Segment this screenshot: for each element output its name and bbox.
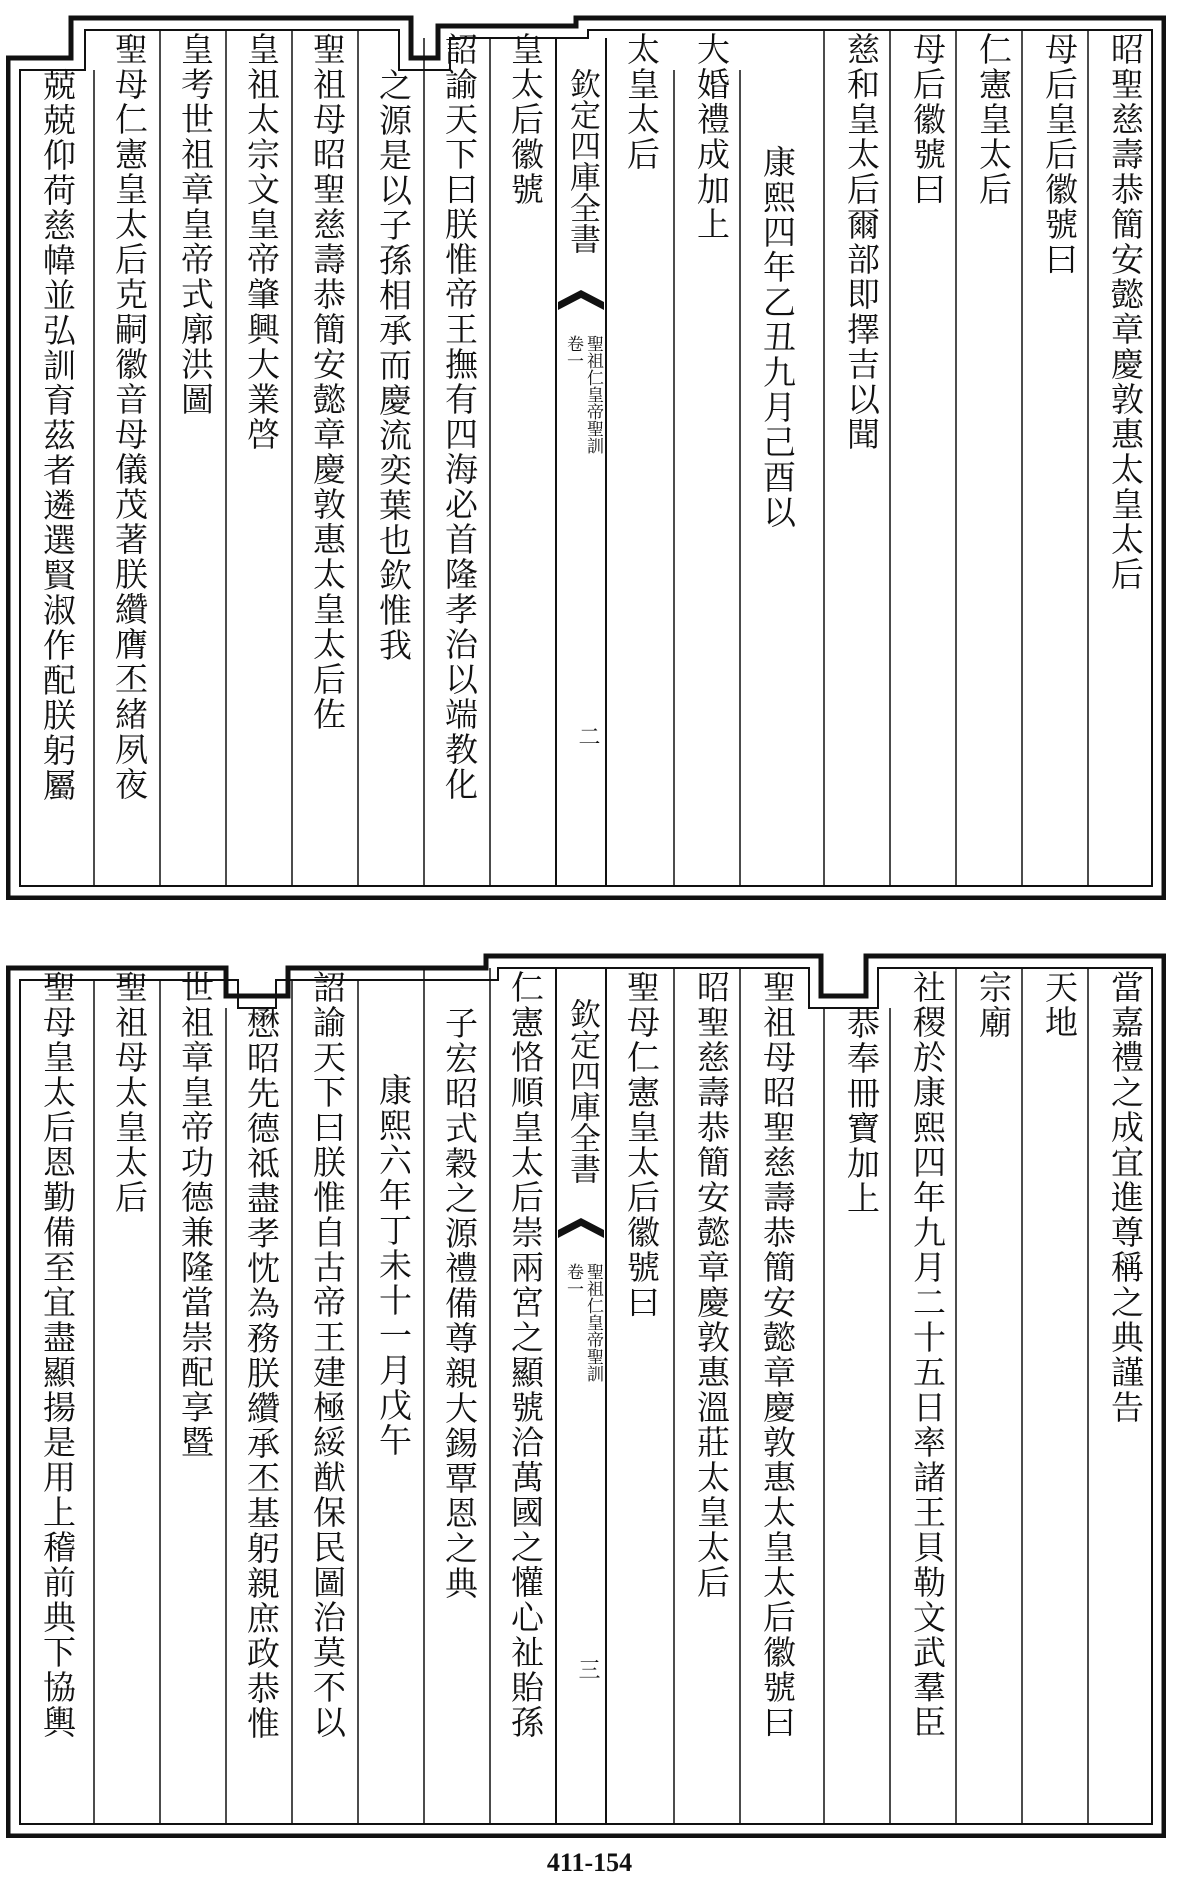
text-column: 聖祖母昭聖慈壽恭簡安懿章慶敦惠太皇太后徽號曰 bbox=[758, 970, 797, 1740]
text-column: 詔諭天下曰朕惟自古帝王建極綏猷保民圖治莫不以 bbox=[308, 970, 347, 1740]
text-column: 仁憲恪順皇太后崇兩宮之顯號洽萬國之懽心祉貽孫 bbox=[506, 970, 545, 1740]
text-column: 天地 bbox=[1040, 970, 1079, 1040]
text-column: 皇太后徽號 bbox=[506, 32, 545, 207]
text-column: 聖母皇太后恩勤備至宜盡顯揚是用上稽前典下協輿 bbox=[38, 970, 77, 1740]
page-bottom bbox=[6, 948, 1166, 1838]
text-column: 懋昭先德祗盡孝忱為務朕纘承丕基躬親庶政恭惟 bbox=[242, 1006, 281, 1741]
text-column: 聖母仁憲皇太后徽號曰 bbox=[622, 970, 661, 1320]
volume-label: 卷一 bbox=[563, 335, 583, 369]
text-column: 昭聖慈壽恭簡安懿章慶敦惠溫莊太皇太后 bbox=[692, 970, 731, 1600]
text-column: 聖祖母太皇太后 bbox=[110, 970, 149, 1215]
text-column: 宗廟 bbox=[974, 970, 1013, 1040]
book-subtitle: 聖祖仁皇帝聖訓 bbox=[583, 1263, 603, 1382]
text-column: 太皇太后 bbox=[622, 32, 661, 172]
text-column: 母后徽號曰 bbox=[908, 32, 947, 207]
volume-label: 卷一 bbox=[563, 1263, 583, 1297]
book-title: 欽定四庫全書 bbox=[564, 68, 600, 254]
text-column: 兢兢仰荷慈幃並弘訓育茲者遴選賢淑作配朕躬屬 bbox=[38, 68, 77, 803]
text-column: 聖母仁憲皇太后克嗣徽音母儀茂著朕纘膺丕緒夙夜 bbox=[110, 32, 149, 802]
book-title: 欽定四庫全書 bbox=[564, 998, 600, 1184]
book-subtitle: 聖祖仁皇帝聖訓 bbox=[583, 335, 603, 454]
text-column: 慈和皇太后爾部即擇吉以聞 bbox=[842, 32, 881, 452]
text-column: 母后皇后徽號曰 bbox=[1040, 32, 1079, 277]
page-top bbox=[6, 10, 1166, 900]
text-column: 康熙六年丁未十一月戊午 bbox=[374, 1073, 413, 1458]
page-number: 二 bbox=[575, 725, 600, 747]
text-column: 昭聖慈壽恭簡安懿章慶敦惠太皇太后 bbox=[1106, 32, 1145, 592]
text-column: 皇考世祖章皇帝式廓洪圖 bbox=[176, 32, 215, 417]
text-column: 社稷於康熙四年九月二十五日率諸王貝勒文武羣臣 bbox=[908, 970, 947, 1740]
text-column: 世祖章皇帝功德兼隆當崇配享暨 bbox=[176, 970, 215, 1460]
text-column: 之源是以子孫相承而慶流奕葉也欽惟我 bbox=[374, 68, 413, 663]
text-column: 皇祖太宗文皇帝肇興大業啓 bbox=[242, 32, 281, 452]
page-number: 三 bbox=[575, 1658, 600, 1680]
text-column: 子宏昭式穀之源禮備尊親大錫覃恩之典 bbox=[440, 1006, 479, 1601]
text-column: 康熙四年乙丑九月己酉以 bbox=[758, 145, 797, 530]
text-column: 詔諭天下曰朕惟帝王撫有四海必首隆孝治以端教化 bbox=[440, 32, 479, 802]
text-column: 恭奉冊寶加上 bbox=[842, 1006, 881, 1216]
page-footer-number: 411-154 bbox=[546, 1848, 633, 1877]
text-column: 仁憲皇太后 bbox=[974, 32, 1013, 207]
text-column: 聖祖母昭聖慈壽恭簡安懿章慶敦惠太皇太后佐 bbox=[308, 32, 347, 732]
text-column: 當嘉禮之成宜進尊稱之典謹告 bbox=[1106, 970, 1145, 1425]
text-column: 大婚禮成加上 bbox=[692, 32, 731, 242]
